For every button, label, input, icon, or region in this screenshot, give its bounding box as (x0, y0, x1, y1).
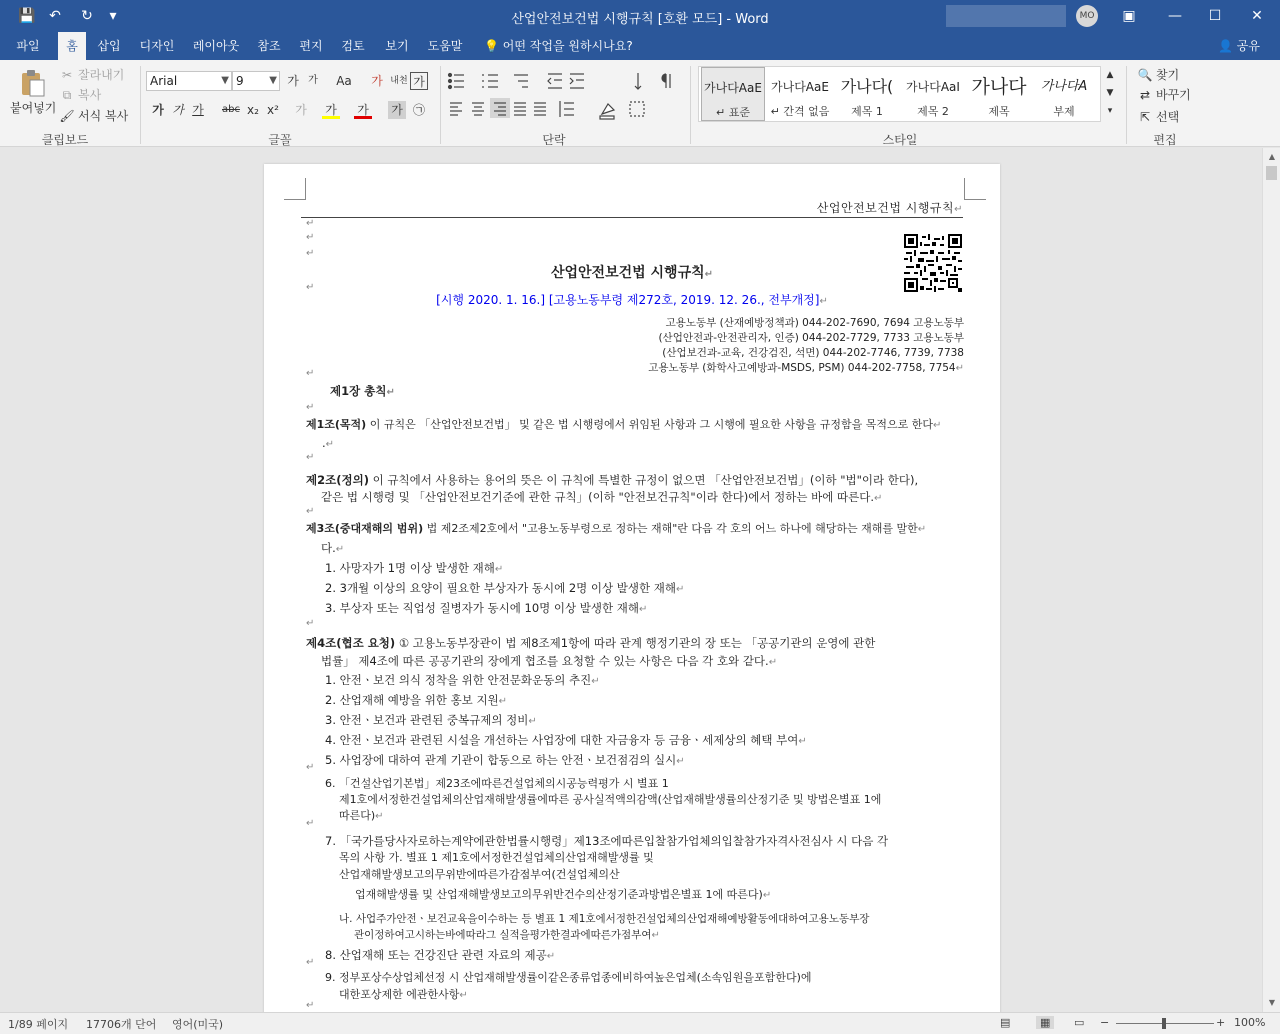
style-name: ↵ 표준 (716, 106, 750, 119)
contact-text: 고용노동부 (화학사고예방과-MSDS, PSM) 044-202-7758, 7754 (648, 362, 956, 374)
paragraph-mark-icon: ↵ (306, 618, 315, 629)
cut-button[interactable]: 잘라내기 (78, 68, 125, 82)
paste-icon (17, 68, 47, 98)
style-heading-2[interactable] (901, 67, 965, 121)
enclose-characters-icon[interactable]: ㉠ (412, 103, 425, 117)
paragraph-mark-icon: ↵ (306, 232, 315, 243)
page-header (817, 199, 963, 216)
tab-view[interactable]: 보기 (385, 39, 409, 53)
list-item-text: 2. 3개월 이상의 요양이 필요한 부상자가 동시에 2명 이상 발생한 재해 (325, 581, 676, 595)
article-body: 이 규칙은 「산업안전보건법」 및 같은 법 시행령에서 위임된 사항과 그 시행에 필요한 사항을 규정함을 목적으로 한다 (366, 418, 933, 431)
select-arrow-icon: ⇱ (1139, 110, 1151, 124)
chevron-down-icon: ▼ (269, 75, 277, 86)
replace-icon: ⇄ (1139, 88, 1151, 102)
font-size-value: 9 (236, 74, 244, 88)
bullets-icon[interactable] (449, 74, 465, 89)
paragraph-mark-icon: ↵ (798, 736, 807, 747)
paragraph-mark-icon: ↵ (874, 493, 883, 504)
style-name: 제목 1 (851, 105, 883, 118)
align-left-icon[interactable] (450, 103, 462, 115)
contact-text: (산업보건과-교육, 건강검진, 석면) 044-202-7746, 7739, 7738 (662, 347, 964, 359)
group-separator (440, 66, 441, 144)
article-3 (306, 520, 966, 539)
list-item (325, 711, 537, 731)
list-item-text: 2. 산업재해 예방을 위한 홍보 지원 (325, 693, 499, 707)
sub-item-text: 나. 사업주가안전ㆍ보건교육을이수하는 등 별표 1 제1호에서정한건설업체의산업재해예방활동에대하여고용노동부장 (339, 913, 870, 925)
format-painter-icon: 🖌 (59, 109, 75, 123)
multilevel-list-icon[interactable] (514, 75, 528, 87)
crop-mark (284, 178, 306, 200)
list-item (325, 751, 685, 771)
paragraph-mark-icon: ↵ (494, 564, 504, 575)
style-name: ↵ 간격 없음 (770, 105, 830, 118)
list-item-text: 산업재해발생보고의무위반에따른가감점부여(건설업체의산 (339, 868, 620, 881)
paragraph-mark-icon: ↵ (498, 696, 508, 707)
paragraph-mark-icon: ↵ (306, 818, 315, 829)
font-color-icon[interactable]: 가 (354, 101, 372, 119)
paragraph-mark-icon: ↵ (306, 506, 315, 517)
paragraph-mark-icon: ↵ (306, 957, 315, 968)
list-item-continuation (339, 866, 620, 884)
list-item (325, 832, 888, 850)
sub-item-continuation (354, 926, 660, 945)
paragraph-mark-icon: ↵ (651, 930, 660, 941)
contact-line (648, 360, 964, 375)
style-preview: 가나다AaI (906, 80, 960, 94)
vertical-scrollbar[interactable] (1262, 148, 1280, 1012)
paragraph-mark-icon: ↵ (676, 756, 685, 767)
find-button[interactable]: 찾기 (1156, 68, 1180, 82)
header-text: 산업안전보건법 시행규칙 (816, 201, 955, 215)
font-name-combo[interactable] (146, 71, 232, 91)
scroll-down-icon[interactable]: ▼ (1268, 998, 1276, 1007)
avatar[interactable]: MO (1076, 5, 1098, 27)
underline-icon[interactable]: 가 (192, 103, 204, 117)
article-body: 이 규칙에서 사용하는 용어의 뜻은 이 규칙에 특별한 규정이 없으면 「산업안전보건법」(이하 "법"이라 한다), (368, 473, 919, 487)
paste-button[interactable] (8, 66, 56, 128)
clipboard-group-label: 클립보드 (41, 133, 89, 147)
customize-qat-icon[interactable]: ▾ (109, 8, 117, 24)
scroll-thumb[interactable] (1266, 166, 1277, 180)
paragraph-group-label: 단락 (542, 133, 566, 147)
undo-icon[interactable]: ↶ (49, 8, 61, 24)
tab-layout[interactable]: 레이아웃 (192, 39, 240, 53)
paragraph-mark-icon: ↵ (676, 584, 685, 595)
list-item (325, 946, 555, 966)
change-case-icon[interactable]: Aa (336, 74, 352, 88)
article-heading: 제2조(정의) (306, 473, 369, 487)
group-separator (1126, 66, 1127, 144)
article-2 (306, 471, 966, 489)
paragraph-mark-icon: ↵ (325, 439, 335, 450)
replace-button[interactable]: 바꾸기 (1156, 88, 1191, 102)
sub-item-text: 관이정하여고시하는바에따라그 실적을평가한결과에따른가점부여 (354, 929, 652, 941)
paragraph-mark-icon: ↵ (768, 657, 778, 668)
subscript-icon[interactable]: x₂ (247, 103, 259, 117)
list-item-continuation (355, 886, 771, 905)
style-normal[interactable] (701, 67, 765, 121)
minimize-button[interactable]: — (1168, 8, 1182, 24)
cut-icon: ✂ (61, 68, 73, 82)
ribbon-display-options-button[interactable]: ▣ (1122, 8, 1136, 24)
save-icon[interactable]: 💾 (18, 8, 36, 24)
style-no-spacing[interactable] (769, 67, 831, 121)
list-item-text: 대한포상제한 에관한사항 (339, 988, 460, 1001)
style-preview: 가나다A (1040, 79, 1088, 94)
paragraph-mark-icon: ↵ (591, 676, 600, 687)
chapter-heading-text: 제1장 총칙 (330, 384, 387, 398)
share-button[interactable] (1218, 32, 1260, 60)
contact-text: (산업안전과-안전관리자, 인증) 044-202-7729, 7733 고용노동부 (658, 332, 964, 344)
highlight-icon[interactable]: 가 (322, 101, 340, 119)
list-item-text: 제1호에서정한건설업체의산업재해발생률에따른 공사실적액의감액(산업재해발생률의산정기준 및 방법은별표 1에 (339, 793, 882, 806)
paragraph-mark-icon: ↵ (375, 811, 384, 822)
list-item (325, 691, 507, 711)
title-bar (0, 0, 1280, 32)
redo-icon[interactable]: ↻ (81, 8, 93, 24)
list-item-text: 3. 부상자 또는 직업성 질병자가 동시에 10명 이상 발생한 재해 (325, 601, 640, 615)
read-mode-icon[interactable]: ▤ (1000, 1016, 1011, 1029)
tab-references[interactable]: 참조 (257, 39, 281, 53)
list-item (325, 599, 647, 619)
article-heading: 제4조(협조 요청) (306, 636, 396, 650)
character-shading-icon[interactable]: 가 (388, 101, 406, 119)
paragraph-mark-icon: ↵ (306, 762, 315, 773)
style-preview: 가나다AaE (704, 81, 762, 95)
article-1 (306, 416, 966, 435)
list-item-text: 업재해발생률 및 산업재해발생보고의무위반건수의산정기준과방법은별표 1에 따른다) (355, 888, 763, 901)
paragraph-mark-icon: ↵ (306, 402, 315, 413)
decrease-indent-icon[interactable] (548, 74, 562, 88)
font-name-value: Arial (150, 74, 178, 88)
style-name: 제목 (988, 105, 1010, 118)
bold-icon[interactable]: 가 (152, 103, 164, 117)
list-item-continuation (339, 986, 468, 1005)
style-subtitle[interactable] (1033, 67, 1095, 121)
align-center-icon[interactable] (472, 103, 484, 115)
paragraph-mark-icon: ↵ (546, 951, 556, 962)
copy-icon: ⧉ (62, 88, 72, 102)
list-item (325, 731, 807, 751)
list-item-continuation (339, 849, 654, 867)
ribbon-tabs (0, 32, 1280, 60)
list-item-text: 5. 사업장에 대하여 관계 기관이 합동으로 하는 안전ㆍ보건점검의 실시 (325, 753, 677, 767)
paragraph-mark-icon: ↵ (528, 716, 537, 727)
article-4 (306, 634, 966, 652)
close-button[interactable]: ✕ (1251, 8, 1263, 24)
chevron-down-icon[interactable]: ▼ (1106, 88, 1114, 98)
styles-group-label: 스타일 (882, 133, 918, 147)
account-name[interactable] (946, 5, 1066, 27)
article-heading: 제1조(목적) (306, 418, 367, 431)
select-button[interactable]: 선택 (1156, 110, 1180, 124)
article-body: 법 제2조제2호에서 "고용노동부령으로 정하는 재해"란 다음 각 호의 어느 하나에 해당하는 재해를 말한 (423, 522, 918, 535)
superscript-icon[interactable]: x² (267, 103, 279, 117)
paragraph-mark-icon: ↵ (762, 890, 772, 901)
borders-icon[interactable] (630, 102, 644, 116)
editing-group-label: 편집 (1153, 133, 1177, 147)
paragraph-mark-icon: ↵ (459, 990, 468, 1001)
group-separator (140, 66, 141, 144)
paragraph-mark-icon: ↵ (955, 363, 964, 374)
article-heading: 제3조(중대재해의 범위) (306, 522, 424, 535)
paragraph-mark-icon: ↵ (954, 204, 963, 215)
paragraph-mark-icon: ↵ (639, 604, 648, 615)
window-title: 산업안전보건법 시행규칙 [호환 모드] - Word (511, 12, 769, 27)
style-preview: 가나다 (971, 76, 1027, 98)
copy-button[interactable]: 복사 (78, 88, 102, 102)
word-count[interactable]: 17706개 단어 (86, 1018, 157, 1031)
article-4-continuation (321, 652, 981, 672)
document-subtitle (264, 291, 1000, 308)
list-item (325, 559, 503, 579)
list-item-text: 4. 안전ㆍ보건과 관련된 시설을 개선하는 사업장에 대한 자금융자 등 금융ㆍ세제상의 혜택 부여 (325, 733, 799, 747)
tab-design[interactable]: 디자인 (139, 39, 175, 53)
paragraph-mark-icon: ↵ (306, 218, 315, 229)
paragraph-mark-icon: ↵ (335, 544, 345, 555)
list-item-continuation (339, 807, 384, 826)
status-bar (0, 1012, 1280, 1034)
list-item (325, 969, 811, 987)
tab-home[interactable]: 홈 (58, 32, 86, 60)
search-icon: 🔍 (1137, 68, 1153, 82)
page-count[interactable]: 1/89 페이지 (8, 1018, 69, 1031)
paragraph-mark-icon: ↵ (306, 248, 315, 259)
lightbulb-icon: 💡 (484, 39, 499, 53)
article-body: ① 고용노동부장관이 법 제8조제1항에 따라 관계 행정기관의 장 또는 「공공기관의 운영에 관한 (395, 636, 876, 650)
contact-line (666, 315, 964, 330)
list-item-text: 1. 안전ㆍ보건 의식 정착을 위한 안전문화운동의 추진 (325, 673, 592, 687)
grow-font-icon[interactable]: 가 (287, 74, 299, 88)
more-styles-icon[interactable]: ▾ (1107, 106, 1113, 116)
tab-mailings[interactable]: 편지 (299, 39, 323, 53)
list-item-text: 1. 사망자가 1명 이상 발생한 재해 (325, 561, 495, 575)
format-painter-button[interactable]: 서식 복사 (78, 109, 129, 123)
zoom-in-button[interactable]: + (1216, 1016, 1226, 1029)
article-2-continuation (321, 488, 981, 508)
phonetic-guide-icon[interactable]: 내천 (390, 76, 408, 86)
list-item-continuation (339, 791, 881, 809)
document-title-text: 산업안전보건법 시행규칙 (550, 265, 705, 281)
article-body: 같은 법 시행령 및 「산업안전보건기준에 관한 규칙」(이하 "안전보건규칙"이라 한다)에서 정하는 바에 따른다. (321, 490, 874, 504)
article-body: 법률」 제4조에 따른 공공기관의 장에게 협조를 요청할 수 있는 사항은 다음 각 호와 같다. (321, 654, 769, 668)
style-heading-1[interactable] (835, 67, 899, 121)
chevron-down-icon: ▼ (221, 75, 229, 86)
tell-me-label: 어떤 작업을 원하시나요? (502, 39, 633, 53)
numbering-icon[interactable] (482, 75, 498, 87)
person-icon: 👤 (1218, 39, 1233, 53)
line-spacing-icon[interactable] (560, 101, 574, 117)
list-item-text: 3. 안전ㆍ보건과 관련된 중복규제의 정비 (325, 713, 529, 727)
list-item-text: 8. 산업재해 또는 건강진단 관련 자료의 제공 (325, 948, 547, 962)
font-size-combo[interactable] (232, 71, 280, 91)
document-page[interactable] (264, 164, 1000, 1012)
justify-icon[interactable] (514, 103, 526, 115)
list-item-text: 목의 사항 가. 별표 1 제1호에서정한건설업체의산업재해발생률 및 (339, 851, 654, 864)
tab-review[interactable]: 검토 (341, 39, 365, 53)
paragraph-mark-icon: ↵ (306, 282, 315, 293)
show-paragraph-marks-icon[interactable] (662, 74, 670, 88)
crop-mark (964, 178, 986, 200)
document-canvas (0, 148, 1262, 1012)
paragraph-mark-icon: ↵ (306, 1000, 315, 1011)
zoom-level[interactable]: 100% (1234, 1016, 1266, 1029)
paragraph-mark-icon: ↵ (306, 452, 315, 463)
group-separator (690, 66, 691, 144)
character-border-icon[interactable]: 가 (410, 72, 428, 90)
style-name: 제목 2 (917, 105, 949, 118)
list-item-text: 따른다) (339, 809, 376, 822)
clear-formatting-icon[interactable]: 가 (371, 74, 383, 88)
strikethrough-icon[interactable]: abc (222, 104, 240, 115)
list-item-text: 9. 정부포상수상업체선정 시 산업재해발생률이같은종류업종에비하여높은업체(소속임원을포함한다)에 (325, 971, 812, 984)
web-layout-icon[interactable]: ▭ (1074, 1016, 1085, 1029)
shrink-font-icon[interactable]: 가 (308, 75, 318, 86)
style-title[interactable] (967, 67, 1031, 121)
paragraph-controls (446, 70, 686, 130)
tab-file[interactable]: 파일 (16, 39, 40, 53)
increase-indent-icon[interactable] (570, 74, 584, 88)
print-layout-icon[interactable]: ▦ (1036, 1016, 1054, 1029)
maximize-button[interactable]: ☐ (1208, 8, 1222, 24)
share-label: 공유 (1236, 39, 1260, 53)
paragraph-mark-icon: ↵ (386, 387, 395, 398)
language-indicator[interactable]: 영어(미국) (172, 1018, 224, 1031)
paste-label: 붙여넣기 (10, 101, 57, 115)
contact-line (662, 345, 964, 360)
list-item (325, 579, 684, 599)
font-group-label: 글꼴 (268, 133, 292, 147)
contact-text: 고용노동부 (산재예방정책과) 044-202-7690, 7694 고용노동부 (665, 317, 964, 329)
chevron-up-icon[interactable]: ▲ (1106, 70, 1114, 80)
article-1-continuation (322, 434, 982, 454)
scroll-up-icon[interactable]: ▲ (1268, 152, 1276, 161)
style-name: 부제 (1053, 105, 1075, 118)
paragraph-mark-icon: ↵ (306, 368, 315, 379)
styles-gallery (698, 66, 1118, 122)
document-title (264, 262, 1000, 282)
style-preview: 가나다( (840, 77, 894, 96)
paragraph-mark-icon: ↵ (932, 420, 942, 431)
tab-help[interactable]: 도움말 (427, 39, 463, 53)
italic-icon[interactable]: 가 (172, 103, 184, 117)
document-subtitle-text: [시행 2020. 1. 16.] [고용노동부령 제272호, 2019. 12. 26., 전부개정] (436, 293, 820, 307)
shading-icon[interactable] (600, 104, 614, 119)
list-item-text: 7. 「국가를당사자로하는계약에관한법률시행령」제13조에따른입찰참가업체의입찰참가자격사전심사 시 다음 각 (325, 834, 889, 848)
sort-icon[interactable] (635, 73, 641, 89)
tell-me-search[interactable] (484, 32, 633, 60)
tab-insert[interactable]: 삽입 (97, 39, 121, 53)
styles-scroll[interactable] (1100, 66, 1118, 122)
zoom-slider-thumb[interactable] (1162, 1018, 1166, 1029)
article-body: 다. (321, 541, 336, 555)
paragraph-mark-icon: ↵ (704, 269, 714, 280)
header-rule (301, 217, 963, 218)
zoom-out-button[interactable]: − (1100, 1016, 1110, 1029)
contact-line (658, 330, 964, 345)
text-effects-icon[interactable]: 가 (295, 103, 307, 117)
style-preview: 가나다AaE (771, 80, 829, 94)
paragraph-mark-icon: ↵ (917, 524, 927, 535)
article-body: . (322, 436, 326, 450)
article-3-continuation (321, 539, 981, 559)
list-item (325, 671, 600, 691)
paragraph-mark-icon: ↵ (819, 296, 828, 307)
distributed-icon[interactable] (534, 103, 546, 115)
chapter-heading (330, 382, 990, 402)
list-item-text: 6. 「건설산업기본법」제23조에따른건설업체의시공능력평가 시 별표 1 (325, 777, 669, 790)
